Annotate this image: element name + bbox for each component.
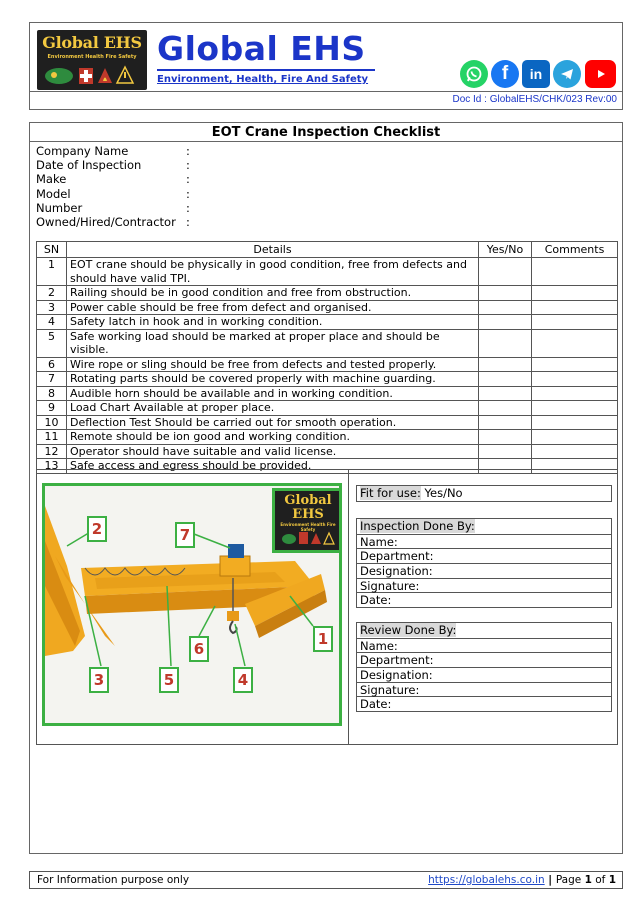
field-colon: : [186, 144, 190, 158]
row-yesno-cell[interactable] [479, 286, 532, 301]
fit-for-use-value: Yes/No [420, 486, 463, 500]
inspection-header-row [357, 519, 611, 534]
field-label: Number [36, 200, 83, 215]
row-yesno-cell[interactable] [479, 386, 532, 401]
table-row [37, 386, 618, 401]
callout-1: 1 [313, 626, 333, 652]
field-colon: : [186, 172, 190, 187]
review-date-field[interactable]: Date: [357, 696, 611, 711]
logo-title: Global EHS [42, 33, 142, 52]
logo-subtitle: Environment Health Fire Safety [47, 54, 137, 60]
row-yesno-cell[interactable] [479, 357, 532, 372]
footer-separator: | [544, 874, 556, 886]
inspection-date-field[interactable]: Date: [357, 592, 611, 607]
row-sn: 7 [37, 372, 67, 387]
row-details: Audible horn should be available and in working condition. [67, 386, 479, 401]
row-sn: 3 [37, 300, 67, 315]
row-comments-cell[interactable] [532, 415, 618, 430]
field-label: Company Name [36, 144, 129, 158]
review-header-row [357, 623, 611, 638]
row-yesno-cell[interactable] [479, 258, 532, 286]
page-label: Page [555, 874, 585, 886]
brand-title: Global EHS [157, 29, 366, 68]
column-header-details: Details [67, 242, 479, 258]
table-row [37, 258, 618, 286]
row-comments-cell[interactable] [532, 258, 618, 286]
page-of: of [591, 874, 609, 886]
inspection-designation-field[interactable]: Designation: [357, 563, 611, 578]
field-colon: : [186, 186, 190, 201]
youtube-icon[interactable] [585, 60, 616, 88]
table-row [37, 444, 618, 459]
watermark-logo [272, 488, 342, 553]
callout-2: 2 [87, 516, 107, 542]
header-divider [30, 91, 622, 92]
doc-id: Doc Id : GlobalEHS/CHK/023 Rev:00 [452, 94, 617, 105]
watermark-logo-subtitle: Environment Health Fire Safety [280, 522, 336, 532]
row-details: EOT crane should be physically in good condition, free from defects and should have valid TPI. [67, 258, 479, 286]
row-comments-cell[interactable] [532, 329, 618, 357]
review-department-field[interactable]: Department: [357, 652, 611, 667]
review-done-by-box [356, 622, 612, 712]
inspection-name-field[interactable]: Name: [357, 534, 611, 549]
row-sn: 5 [37, 329, 67, 357]
row-comments-cell[interactable] [532, 430, 618, 445]
row-details: Rotating parts should be covered properly with machine guarding. [67, 372, 479, 387]
section-divider [348, 470, 349, 744]
row-comments-cell[interactable] [532, 444, 618, 459]
review-name-field[interactable]: Name: [357, 638, 611, 653]
logo-emblems-icon [43, 63, 143, 87]
row-yesno-cell[interactable] [479, 430, 532, 445]
fit-for-use-box[interactable] [356, 485, 612, 502]
field-colon: : [186, 214, 190, 229]
callout-5: 5 [159, 667, 179, 693]
row-details: Power cable should be free from defect and organised. [67, 300, 479, 315]
row-comments-cell[interactable] [532, 300, 618, 315]
row-sn: 9 [37, 401, 67, 416]
table-row [37, 329, 618, 357]
page-header [29, 22, 623, 110]
checklist-document [29, 122, 623, 854]
row-sn: 2 [37, 286, 67, 301]
field-label: Make [36, 172, 67, 187]
company-logo [37, 30, 147, 90]
row-sn: 13 [37, 459, 67, 474]
telegram-icon[interactable] [553, 60, 581, 88]
page-total: 1 [608, 874, 616, 886]
column-header-sn: SN [37, 242, 67, 258]
row-details: Safe working load should be marked at proper place and should be visible. [67, 329, 479, 357]
row-comments-cell[interactable] [532, 372, 618, 387]
row-comments-cell[interactable] [532, 401, 618, 416]
footer-right [428, 872, 616, 888]
inspection-signature-field[interactable]: Signature: [357, 578, 611, 593]
watermark-logo-title: Global EHS [284, 493, 332, 522]
website-link[interactable]: https://globalehs.co.in [428, 874, 545, 886]
table-row [37, 372, 618, 387]
crane-diagram-image [42, 483, 342, 726]
row-comments-cell[interactable] [532, 286, 618, 301]
column-header-yesno: Yes/No [479, 242, 532, 258]
row-yesno-cell[interactable] [479, 300, 532, 315]
page-number: 1 [584, 874, 592, 886]
review-designation-field[interactable]: Designation: [357, 667, 611, 682]
column-header-comments: Comments [532, 242, 618, 258]
callout-4: 4 [233, 667, 253, 693]
row-sn: 6 [37, 357, 67, 372]
footer-disclaimer: For Information purpose only [37, 874, 190, 886]
callout-7: 7 [175, 522, 195, 548]
field-label: Owned/Hired/Contractor [36, 214, 176, 229]
row-details: Railing should be in good condition and free from obstruction. [67, 286, 479, 301]
row-yesno-cell[interactable] [479, 415, 532, 430]
callout-3: 3 [89, 667, 109, 693]
fit-for-use-label: Fit for use: [360, 486, 421, 500]
field-label: Date of Inspection [36, 158, 142, 173]
brand-subtitle: Environment, Health, Fire And Safety [157, 74, 369, 85]
row-comments-cell[interactable] [532, 386, 618, 401]
row-sn: 1 [37, 258, 67, 286]
row-sn: 11 [37, 430, 67, 445]
page-footer [29, 871, 623, 889]
table-row [37, 401, 618, 416]
table-header-row [37, 242, 618, 258]
checklist-title: EOT Crane Inspection Checklist [30, 123, 622, 142]
row-details: Safe access and egress should be provided. [67, 459, 479, 474]
brand-underline [157, 69, 375, 71]
inspection-signoff-section [36, 469, 618, 745]
table-row [37, 357, 618, 372]
callout-6: 6 [189, 636, 209, 662]
table-row [37, 415, 618, 430]
row-details: Remote should be ion good and working condition. [67, 430, 479, 445]
table-row [37, 315, 618, 330]
row-yesno-cell[interactable] [479, 401, 532, 416]
field-label: Model [36, 186, 71, 201]
row-yesno-cell[interactable] [479, 329, 532, 357]
table-row [37, 300, 618, 315]
row-details: Safety latch in hook and in working condition. [67, 315, 479, 330]
fit-for-use-row [357, 486, 611, 501]
row-yesno-cell[interactable] [479, 372, 532, 387]
field-colon: : [186, 158, 190, 173]
linkedin-icon[interactable]: in [522, 60, 550, 88]
table-row [37, 286, 618, 301]
row-details: Operator should have suitable and valid license. [67, 444, 479, 459]
table-row [37, 430, 618, 445]
row-yesno-cell[interactable] [479, 315, 532, 330]
row-comments-cell[interactable] [532, 357, 618, 372]
row-sn: 12 [37, 444, 67, 459]
row-comments-cell[interactable] [532, 315, 618, 330]
row-details: Deflection Test Should be carried out for smooth operation. [67, 415, 479, 430]
row-details: Load Chart Available at proper place. [67, 401, 479, 416]
checklist-table [36, 241, 618, 474]
inspection-header: Inspection Done By: [360, 519, 475, 533]
row-sn: 4 [37, 315, 67, 330]
inspection-department-field[interactable]: Department: [357, 548, 611, 563]
field-colon: : [186, 200, 190, 215]
review-signature-field[interactable]: Signature: [357, 682, 611, 697]
facebook-icon[interactable]: f [491, 60, 519, 88]
row-sn: 8 [37, 386, 67, 401]
whatsapp-icon[interactable] [460, 60, 488, 88]
review-header: Review Done By: [360, 623, 457, 637]
row-details: Wire rope or sling should be free from defects and tested properly. [67, 357, 479, 372]
watermark-emblems-icon [281, 529, 335, 547]
row-sn: 10 [37, 415, 67, 430]
row-yesno-cell[interactable] [479, 444, 532, 459]
inspection-done-by-box [356, 518, 612, 608]
